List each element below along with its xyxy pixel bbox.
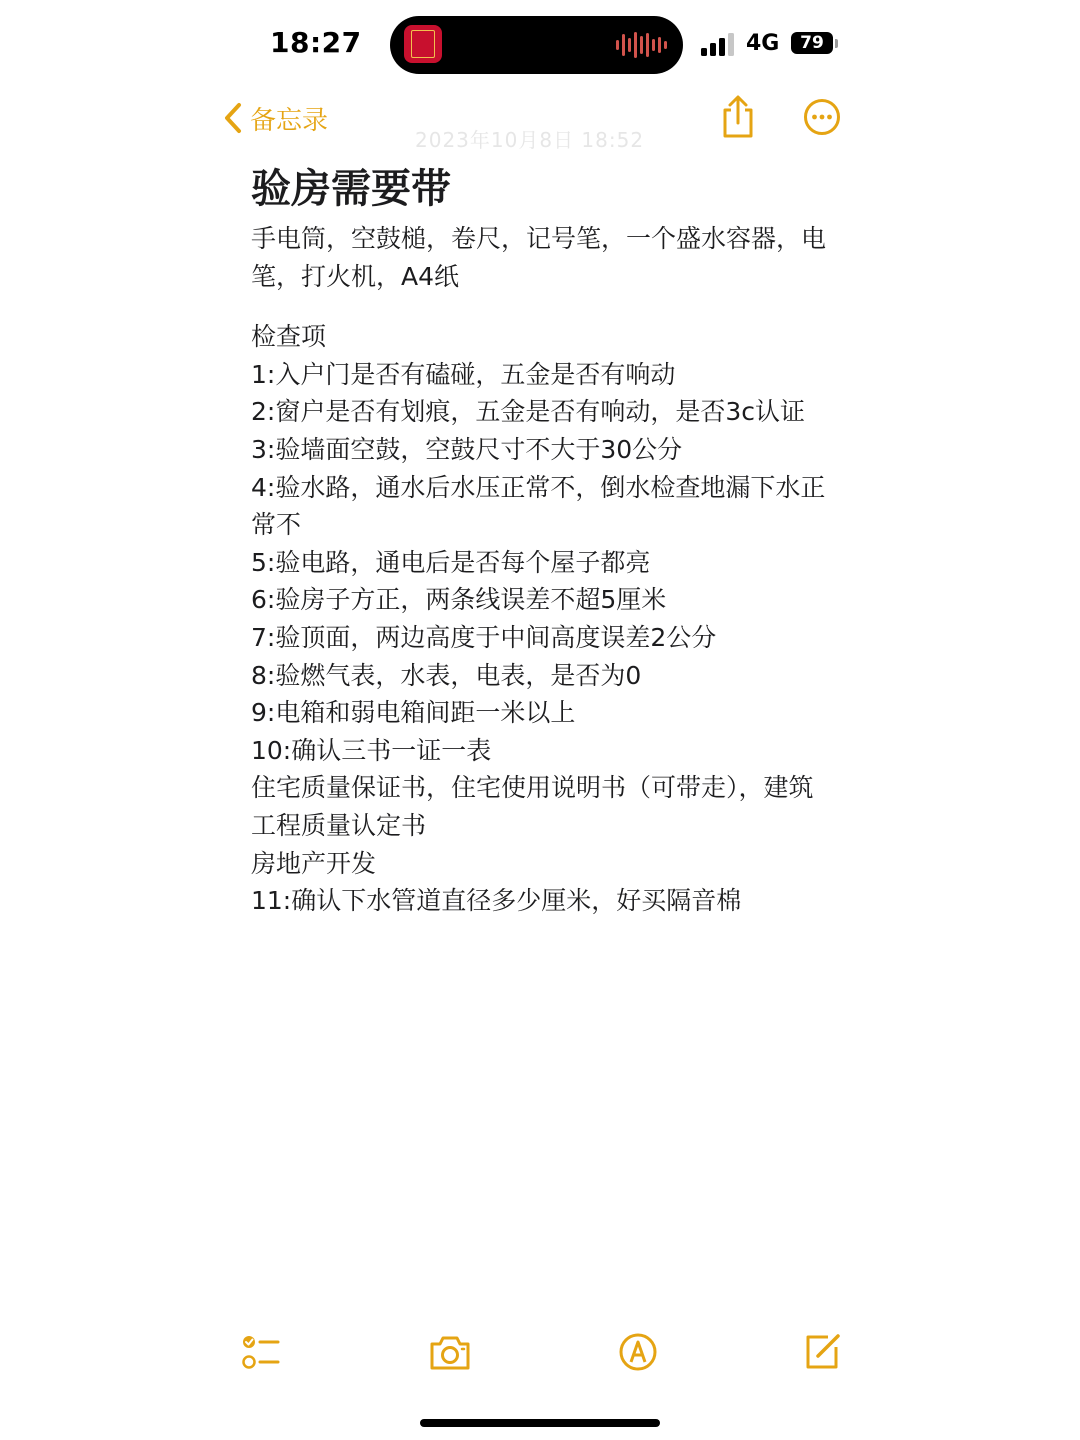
note-line: 3:验墙面空鼓，空鼓尺寸不大于30公分 (251, 434, 683, 464)
markup-icon (616, 1330, 660, 1374)
recording-app-icon (404, 25, 442, 63)
share-button[interactable] (718, 94, 758, 140)
more-button[interactable] (803, 98, 841, 136)
checklist-button[interactable] (240, 1330, 284, 1374)
note-title: 验房需要带 (251, 166, 451, 212)
battery-cap (835, 39, 838, 48)
compose-icon (800, 1330, 844, 1374)
note-line: 检查项 (251, 322, 327, 352)
network-type: 4G (746, 31, 780, 56)
share-icon (718, 94, 758, 140)
note-line: 9:电箱和弱电箱间距一米以上 (251, 698, 576, 728)
home-indicator[interactable] (420, 1419, 660, 1427)
cellular-signal-icon (701, 32, 737, 56)
note-date: 2023年10月8日 18:52 (415, 128, 645, 152)
note-line: 6:验房子方正，两条线误差不超5厘米 (251, 585, 667, 615)
compose-button[interactable] (800, 1330, 844, 1374)
battery-icon (791, 32, 833, 54)
note-line: 10:确认三书一证一表 (251, 735, 492, 765)
back-button[interactable] (222, 98, 328, 138)
note-line: 4:验水路，通水后水压正常不，倒水检查地漏下水正常不 (251, 472, 826, 540)
dynamic-island[interactable] (390, 16, 683, 74)
note-line: 手电筒，空鼓槌，卷尺，记号笔，一个盛水容器，电笔，打火机，A4纸 (251, 224, 827, 291)
bottom-toolbar (0, 1330, 1080, 1380)
camera-icon (428, 1330, 472, 1374)
note-line: 住宅质量保证书，住宅使用说明书（可带走），建筑工程质量认定书 (251, 773, 814, 840)
more-options-icon (803, 98, 841, 136)
status-bar (0, 0, 1080, 90)
markup-button[interactable] (616, 1330, 660, 1374)
note-lines (251, 220, 831, 920)
note-line: 8:验燃气表，水表，电表，是否为0 (251, 660, 642, 690)
status-time: 18:27 (270, 26, 362, 59)
chevron-left-icon (222, 101, 244, 135)
audio-waveform-icon (616, 32, 667, 58)
back-label: 备忘录 (250, 105, 329, 136)
blank-line (251, 295, 831, 318)
note-line: 1:入户门是否有磕碰，五金是否有响动 (251, 359, 676, 389)
battery-level: 79 (800, 33, 824, 53)
camera-button[interactable] (428, 1330, 472, 1374)
note-line: 2:窗户是否有划痕，五金是否有响动，是否3c认证 (251, 397, 805, 427)
checklist-icon (240, 1330, 284, 1374)
note-line: 房地产开发 (251, 848, 377, 878)
note-body[interactable] (251, 162, 831, 920)
note-line: 7:验顶面，两边高度于中间高度误差2公分 (251, 622, 717, 652)
nav-bar (0, 90, 1080, 152)
note-line: 11:确认下水管道直径多少厘米，好买隔音棉 (251, 886, 742, 916)
note-line: 5:验电路，通电后是否每个屋子都亮 (251, 547, 651, 577)
